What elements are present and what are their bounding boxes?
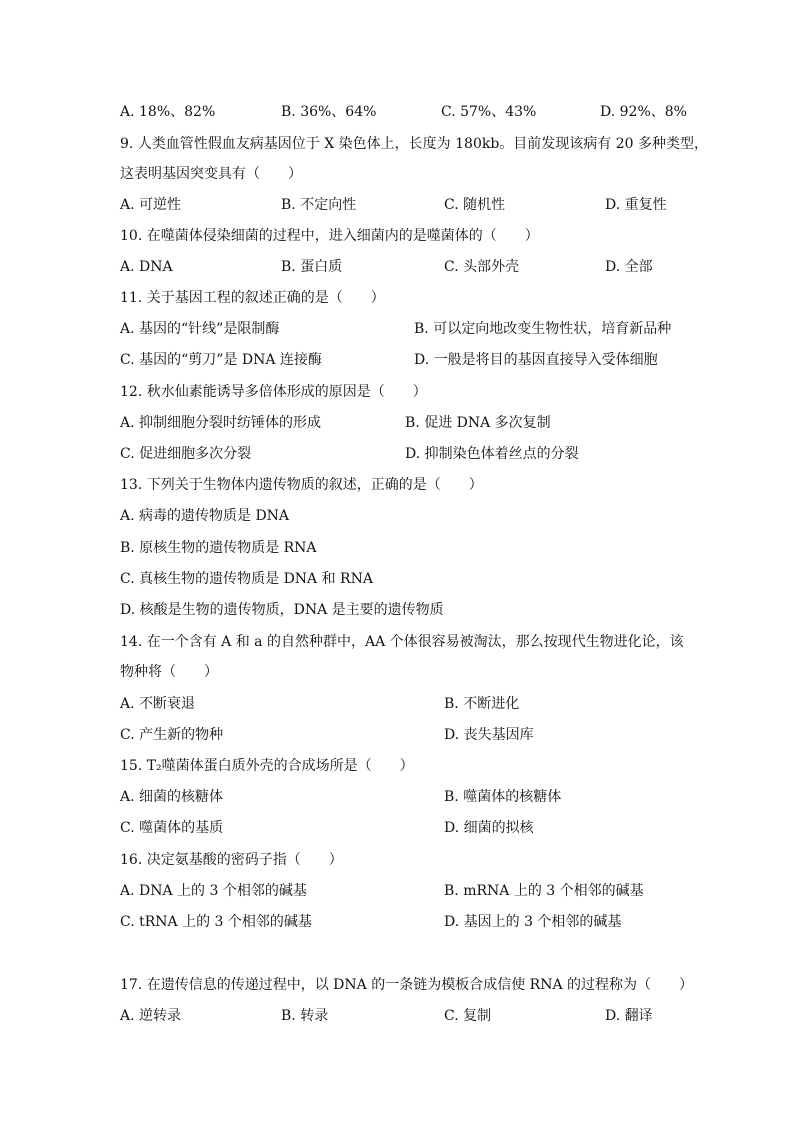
q10-option-a: A. DNA — [120, 259, 173, 275]
q8-option-d: D. 92%、8% — [600, 104, 687, 120]
q17-option-d: D. 翻译 — [605, 1008, 653, 1024]
q11-option-d: D. 一般是将目的基因直接导入受体细胞 — [414, 352, 658, 368]
q17-option-b: B. 转录 — [281, 1008, 329, 1024]
q14-option-d: D. 丧失基因库 — [444, 727, 534, 743]
q12-option-c: C. 促进细胞多次分裂 — [120, 446, 252, 462]
q16-stem: 16. 决定氨基酸的密码子指（ ） — [120, 852, 343, 868]
q12-option-a: A. 抑制细胞分裂时纺锤体的形成 — [120, 415, 322, 431]
q13-stem: 13. 下列关于生物体内遗传物质的叙述，正确的是（ ） — [120, 477, 483, 493]
q9-option-b: B. 不定向性 — [281, 197, 357, 213]
q9-option-a: A. 可逆性 — [120, 197, 182, 213]
q9-option-c: C. 随机性 — [444, 197, 506, 213]
q11-option-c: C. 基因的“剪刀”是 DNA 连接酶 — [120, 352, 322, 368]
q13-option-c: C. 真核生物的遗传物质是 DNA 和 RNA — [120, 571, 373, 587]
q14-option-c: C. 产生新的物种 — [120, 727, 224, 743]
q13-option-a: A. 病毒的遗传物质是 DNA — [120, 508, 290, 524]
q8-option-c: C. 57%、43% — [441, 104, 537, 120]
q14-stem-line2: 物种将（ ） — [120, 664, 218, 680]
q10-option-b: B. 蛋白质 — [281, 259, 343, 275]
q11-option-a: A. 基因的“针线”是限制酶 — [120, 321, 280, 337]
q12-option-b: B. 促进 DNA 多次复制 — [405, 415, 551, 431]
q11-option-b: B. 可以定向地改变生物性状，培育新品种 — [414, 321, 672, 337]
q16-option-c: C. tRNA 上的 3 个相邻的碱基 — [120, 914, 312, 930]
q14-option-b: B. 不断进化 — [444, 696, 520, 712]
q17-stem: 17. 在遗传信息的传递过程中，以 DNA 的一条链为模板合成信使 RNA 的过程称为（ ） — [120, 977, 693, 993]
q13-option-d: D. 核酸是生物的遗传物质，DNA 是主要的遗传物质 — [120, 602, 444, 618]
q16-option-b: B. mRNA 上的 3 个相邻的碱基 — [444, 883, 644, 899]
q17-option-c: C. 复制 — [444, 1008, 492, 1024]
q10-option-c: C. 头部外壳 — [444, 259, 520, 275]
q12-option-d: D. 抑制染色体着丝点的分裂 — [405, 446, 579, 462]
q9-stem-line1: 9. 人类血管性假血友病基因位于 X 染色体上，长度为 180kb。目前发现该病有 20 多种类型， — [120, 136, 709, 152]
q17-option-a: A. 逆转录 — [120, 1008, 182, 1024]
q14-option-a: A. 不断衰退 — [120, 696, 196, 712]
q8-option-b: B. 36%、64% — [281, 104, 377, 120]
q9-stem-line2: 这表明基因突变具有（ ） — [120, 166, 302, 182]
q16-option-a: A. DNA 上的 3 个相邻的碱基 — [120, 883, 307, 899]
q9-option-d: D. 重复性 — [605, 197, 667, 213]
q14-stem-line1: 14. 在一个含有 A 和 a 的自然种群中，AA 个体很容易被淘汰，那么按现代生物进化论，该 — [120, 634, 684, 650]
q13-option-b: B. 原核生物的遗传物质是 RNA — [120, 540, 317, 556]
q11-stem: 11. 关于基因工程的叙述正确的是（ ） — [120, 290, 385, 306]
q15-option-d: D. 细菌的拟核 — [444, 820, 534, 836]
q15-option-b: B. 噬菌体的核糖体 — [444, 789, 562, 805]
q15-stem: 15. T₂噬菌体蛋白质外壳的合成场所是（ ） — [120, 758, 414, 774]
q10-option-d: D. 全部 — [605, 259, 653, 275]
q10-stem: 10. 在噬菌体侵染细菌的过程中，进入细菌内的是噬菌体的（ ） — [120, 228, 539, 244]
q16-option-d: D. 基因上的 3 个相邻的碱基 — [444, 914, 622, 930]
q8-option-a: A. 18%、82% — [120, 104, 216, 120]
q15-option-c: C. 噬菌体的基质 — [120, 820, 224, 836]
q15-option-a: A. 细菌的核糖体 — [120, 789, 224, 805]
q12-stem: 12. 秋水仙素能诱导多倍体形成的原因是（ ） — [120, 384, 427, 400]
